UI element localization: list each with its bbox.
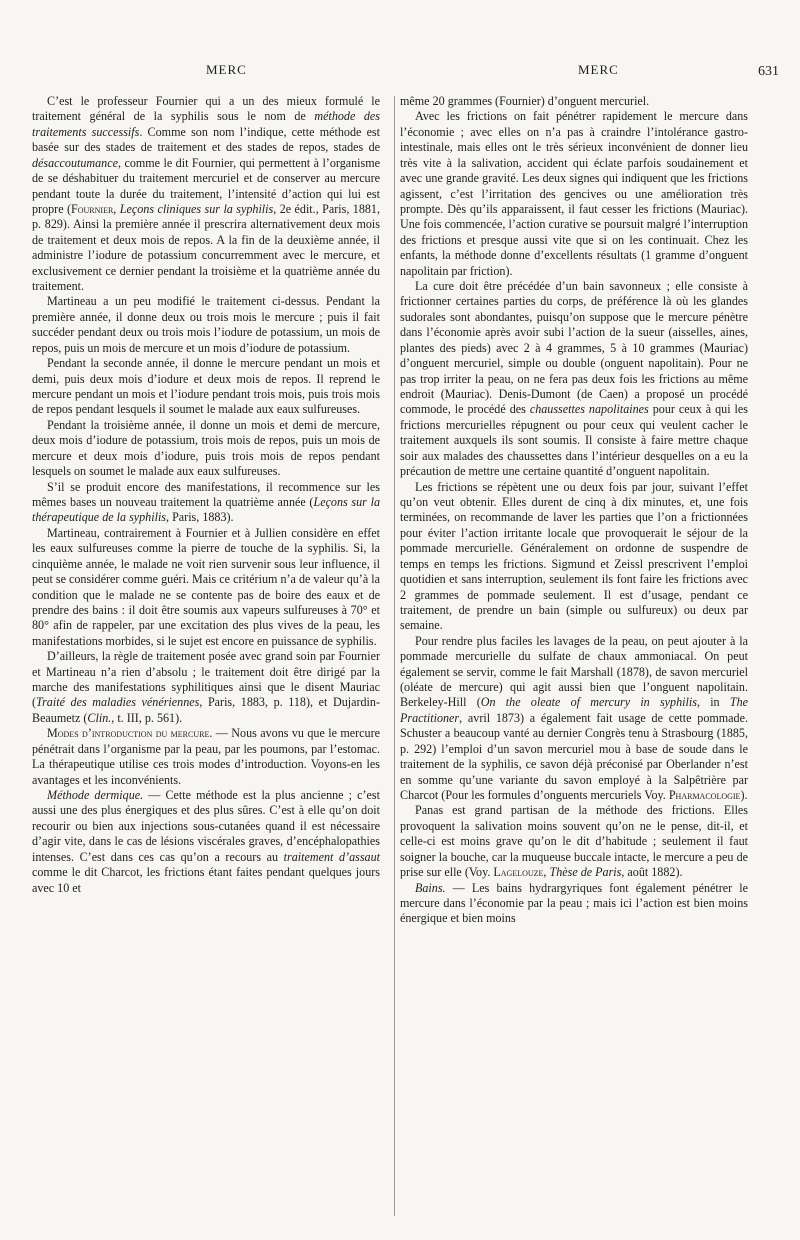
page-number: 631 [758,64,779,79]
running-head-left: MERC [206,62,247,77]
section-heading: Bains. [415,880,446,895]
paragraph: Avec les frictions on fait pénétrer rapidement le mercure dans l’économie ; avec elles on n’a pas à craindre l’intolérance gastro-intestinale, mais elles ont le très sérieux inconvénient de donner lieu très vite à la salivation, accident qui éclate parfois soudainement et avec une grande gravité. Les deux signes qui indiquent que les frictions agissent, c’est l’irritation des gencives ou une amélioration très prompte. Dès qu’ils apparaissent, il faut cesser les frictions (Mauriac). Une fois commencée, l’action curative se poursuit malgré l’interruption des frictions et presque aussi vite que si on les continuait. Chez les enfants, la méthode donne d’excellents résultats (1 gramme d’onguent napolitain par friction). [400,109,748,278]
section-paragraph: Méthode dermique. — Cette méthode est la plus ancienne ; c’est aussi une des plus énergiques et des plus sûres. C’est à elle qu’on doit recourir ou bien aux injections sous-cutanées quand il est nécessaire d’agir vite, dans le cas de lésions viscérales graves, d’encéphalopathies intenses. C’est dans ces cas qu’on a recours au traitement d’assaut comme le dit Charcot, les frictions étant faites pendant quelques jours avec 10 et [32,787,380,895]
right-column [400,94,748,927]
paragraph: S’il se produit encore des manifestations, il recommence sur les mêmes bases un nouveau traitement la quatrième année (Leçons sur la thérapeutique de la syphilis, Paris, 1883). [32,479,381,525]
paragraph: Martineau a un peu modifié le traitement ci-dessus. Pendant la première année, il donne deux ou trois mois le mercure ; puis il fait succéder pendant deux ou trois mois l’iodure de potassium, un mois de repos, puis un mois de mercure et un mois d’iodure de potassium. [32,294,380,355]
column-divider [394,96,395,1216]
section-paragraph: Modes d’introduction du mercure. — Nous avons vu que le mercure pénétrait dans l’organisme par la peau, par les poumons, par l’estomac. La thérapeutique utilise ces trois modes d’introduction. Voyons-en les avantages et les inconvénients. [32,726,380,787]
paragraph: Les frictions se répètent une ou deux fois par jour, suivant l’effet qu’on veut obtenir. Elles durent de cinq à dix minutes, et, une fois terminées, on recommande de laver les parties que l’on a frictionnées pour éviter l’action irritante locale que provoquerait le séjour de la pommade mercurielle. Généralement on ordonne de suspendre de temps en temps les frictions. Sigmund et Zeissl prescrivent l’emploi quotidien et sans interruption, seulement ils font faire les frictions avec 2 grammes de pommade seulement. Il est d’usage, pendant ce traitement, de prendre un bain (simple ou sulfureux) ou deux par semaine. [400,479,748,633]
paragraph: Martineau, contrairement à Fournier et à Jullien considère en effet les eaux sulfureuses comme la pierre de touche de la syphilis. Si, la cinquième année, le malade ne voit rien survenir sous leur influence, il peut se considérer comme guéri. Mais ce critérium n’a de valeur qu’à la condition que le malade ne se contente pas de boire des eaux et de prendre des bains : il doit être soumis aux vapeurs sulfureuses à 70° et 80° afin de rappeler, par une excitation des plus vives de la peau, les manifestations morbides, si le sujet est encore en puissance de syphilis. [32,525,380,648]
section-paragraph: Bains. — Les bains hydrargyriques font également pénétrer le mercure dans l’économie par la peau ; mais ici l’action est bien moins énergique et bien moins [400,880,748,926]
left-column [32,94,380,896]
paragraph: C’est le professeur Fournier qui a un des mieux formulé le traitement général de la syphilis sous le nom de méthode des traitements successifs. Comme son nom l’indique, cette méthode est basée sur des stades de traitement et des stades de repos, stades de désaccoutumance, comme le dit Fournier, qui permettent à l’organisme de se déshabituer du traitement mercuriel et de conserver au mercure pendant toute la durée du traitement, l’intensité d’action qui lui est propre (Fournier, Leçons cliniques sur la syphilis, 2e édit., Paris, 1881, p. 829). Ainsi la première année il prescrira alternativement deux mois de traitement et deux mois de repos. A la fin de la deuxième année, il administre l’iodure de potassium concurremment avec le mercure, et exclusivement ce dernier pendant la troisième et la quatrième année du traitement. [32,94,380,294]
paragraph: Panas est grand partisan de la méthode des frictions. Elles provoquent la salivation moins souvent qu’on ne le pense, dit-il, et celle-ci est moins grave qu’on le dit d’habitude ; seulement il faut soigner la bouche, car la muqueuse buccale intacte, le mercure a peu de prise sur elle (Voy. Lagelouze, Thèse de Paris, août 1882). [400,803,748,880]
paragraph: Pendant la troisième année, il donne un mois et demi de mercure, deux mois d’iodure de potassium, trois mois de repos, puis un mois de mercure et deux mois d’iodure, puis trois mois de repos pendant lesquels on soumet le malade aux eaux sulfureuses. [32,417,380,479]
paragraph: Pour rendre plus faciles les lavages de la peau, on peut ajouter à la pommade mercurielle du sulfate de chaux ammoniacal. On peut également se servir, comme le fait Marshall (1878), de savon mercuriel (oléate de mercure) qui agit aussi bien que l’onguent napolitain. Berkeley-Hill (On the oleate of mercury in syphilis, in The Practitioner, avril 1873) a également fait usage de cette pommade. Schuster a beaucoup vanté au dernier Congrès tenu à Strasbourg (1885, p. 292) l’emploi d’un savon mercuriel mou à base de soude dans le traitement de la syphilis, ce savon déjà préconisé par Oberlander n’est en somme qu’une variante du savon employé à la Salpêtrière par Charcot (Pour les formules d’onguents mercuriels Voy. Pharmacologie). [400,633,748,802]
paragraph: La cure doit être précédée d’un bain savonneux ; elle consiste à frictionner certaines parties du corps, de préférence là où les glandes sudorales sont abondantes, puisqu’on suppose que le mercure pénètre dans l’économie après avoir subi l’action de la sueur (aisselles, aines, plantes des pieds) avec 2 à 4 grammes, 5 à 10 grammes (Mauriac) d’onguent mercuriel, simple ou double (onguent napolitain). Pour ne pas trop irriter la peau, on ne fera pas deux fois les frictions au même endroit (Mauriac). Denis-Dumont (de Caen) a proposé un procédé commode, le procédé des chaussettes napolitaines pour ceux à qui les frictions mercurielles répugnent ou pour ceux qui veulent cacher le traitement auxquels ils sont soumis. Il consiste à faire mettre chaque soir aux malades des chaussettes dans l’intérieur desquelles on a eu la précaution de mettre une certaine quantité d’onguent napolitain. [400,279,748,479]
paragraph: même 20 grammes (Fournier) d’onguent mercuriel. [400,94,650,108]
paragraph: Pendant la seconde année, il donne le mercure pendant un mois et demi, puis deux mois d’iodure et deux mois de repos. Il reprend le mercure pendant un mois et l’iodure pendant trois mois, puis trois mois de repos pendant lesquels il soumet le malade aux eaux sulfureuses. [32,356,380,417]
paragraph: D’ailleurs, la règle de traitement posée avec grand soin par Fournier et Martineau n’a rien d’absolu ; le traitement doit être dirigé par la marche des manifestations syphilitiques ainsi que le disent Mauriac (Traité des maladies vénériennes, Paris, 1883, p. 118), et Dujardin-Beaumetz (Clin., t. III, p. 561). [32,649,380,725]
section-heading: Modes d’introduction du mercure. [47,726,213,741]
section-heading: Méthode dermique. [47,787,144,802]
running-head-right: MERC [578,62,619,77]
